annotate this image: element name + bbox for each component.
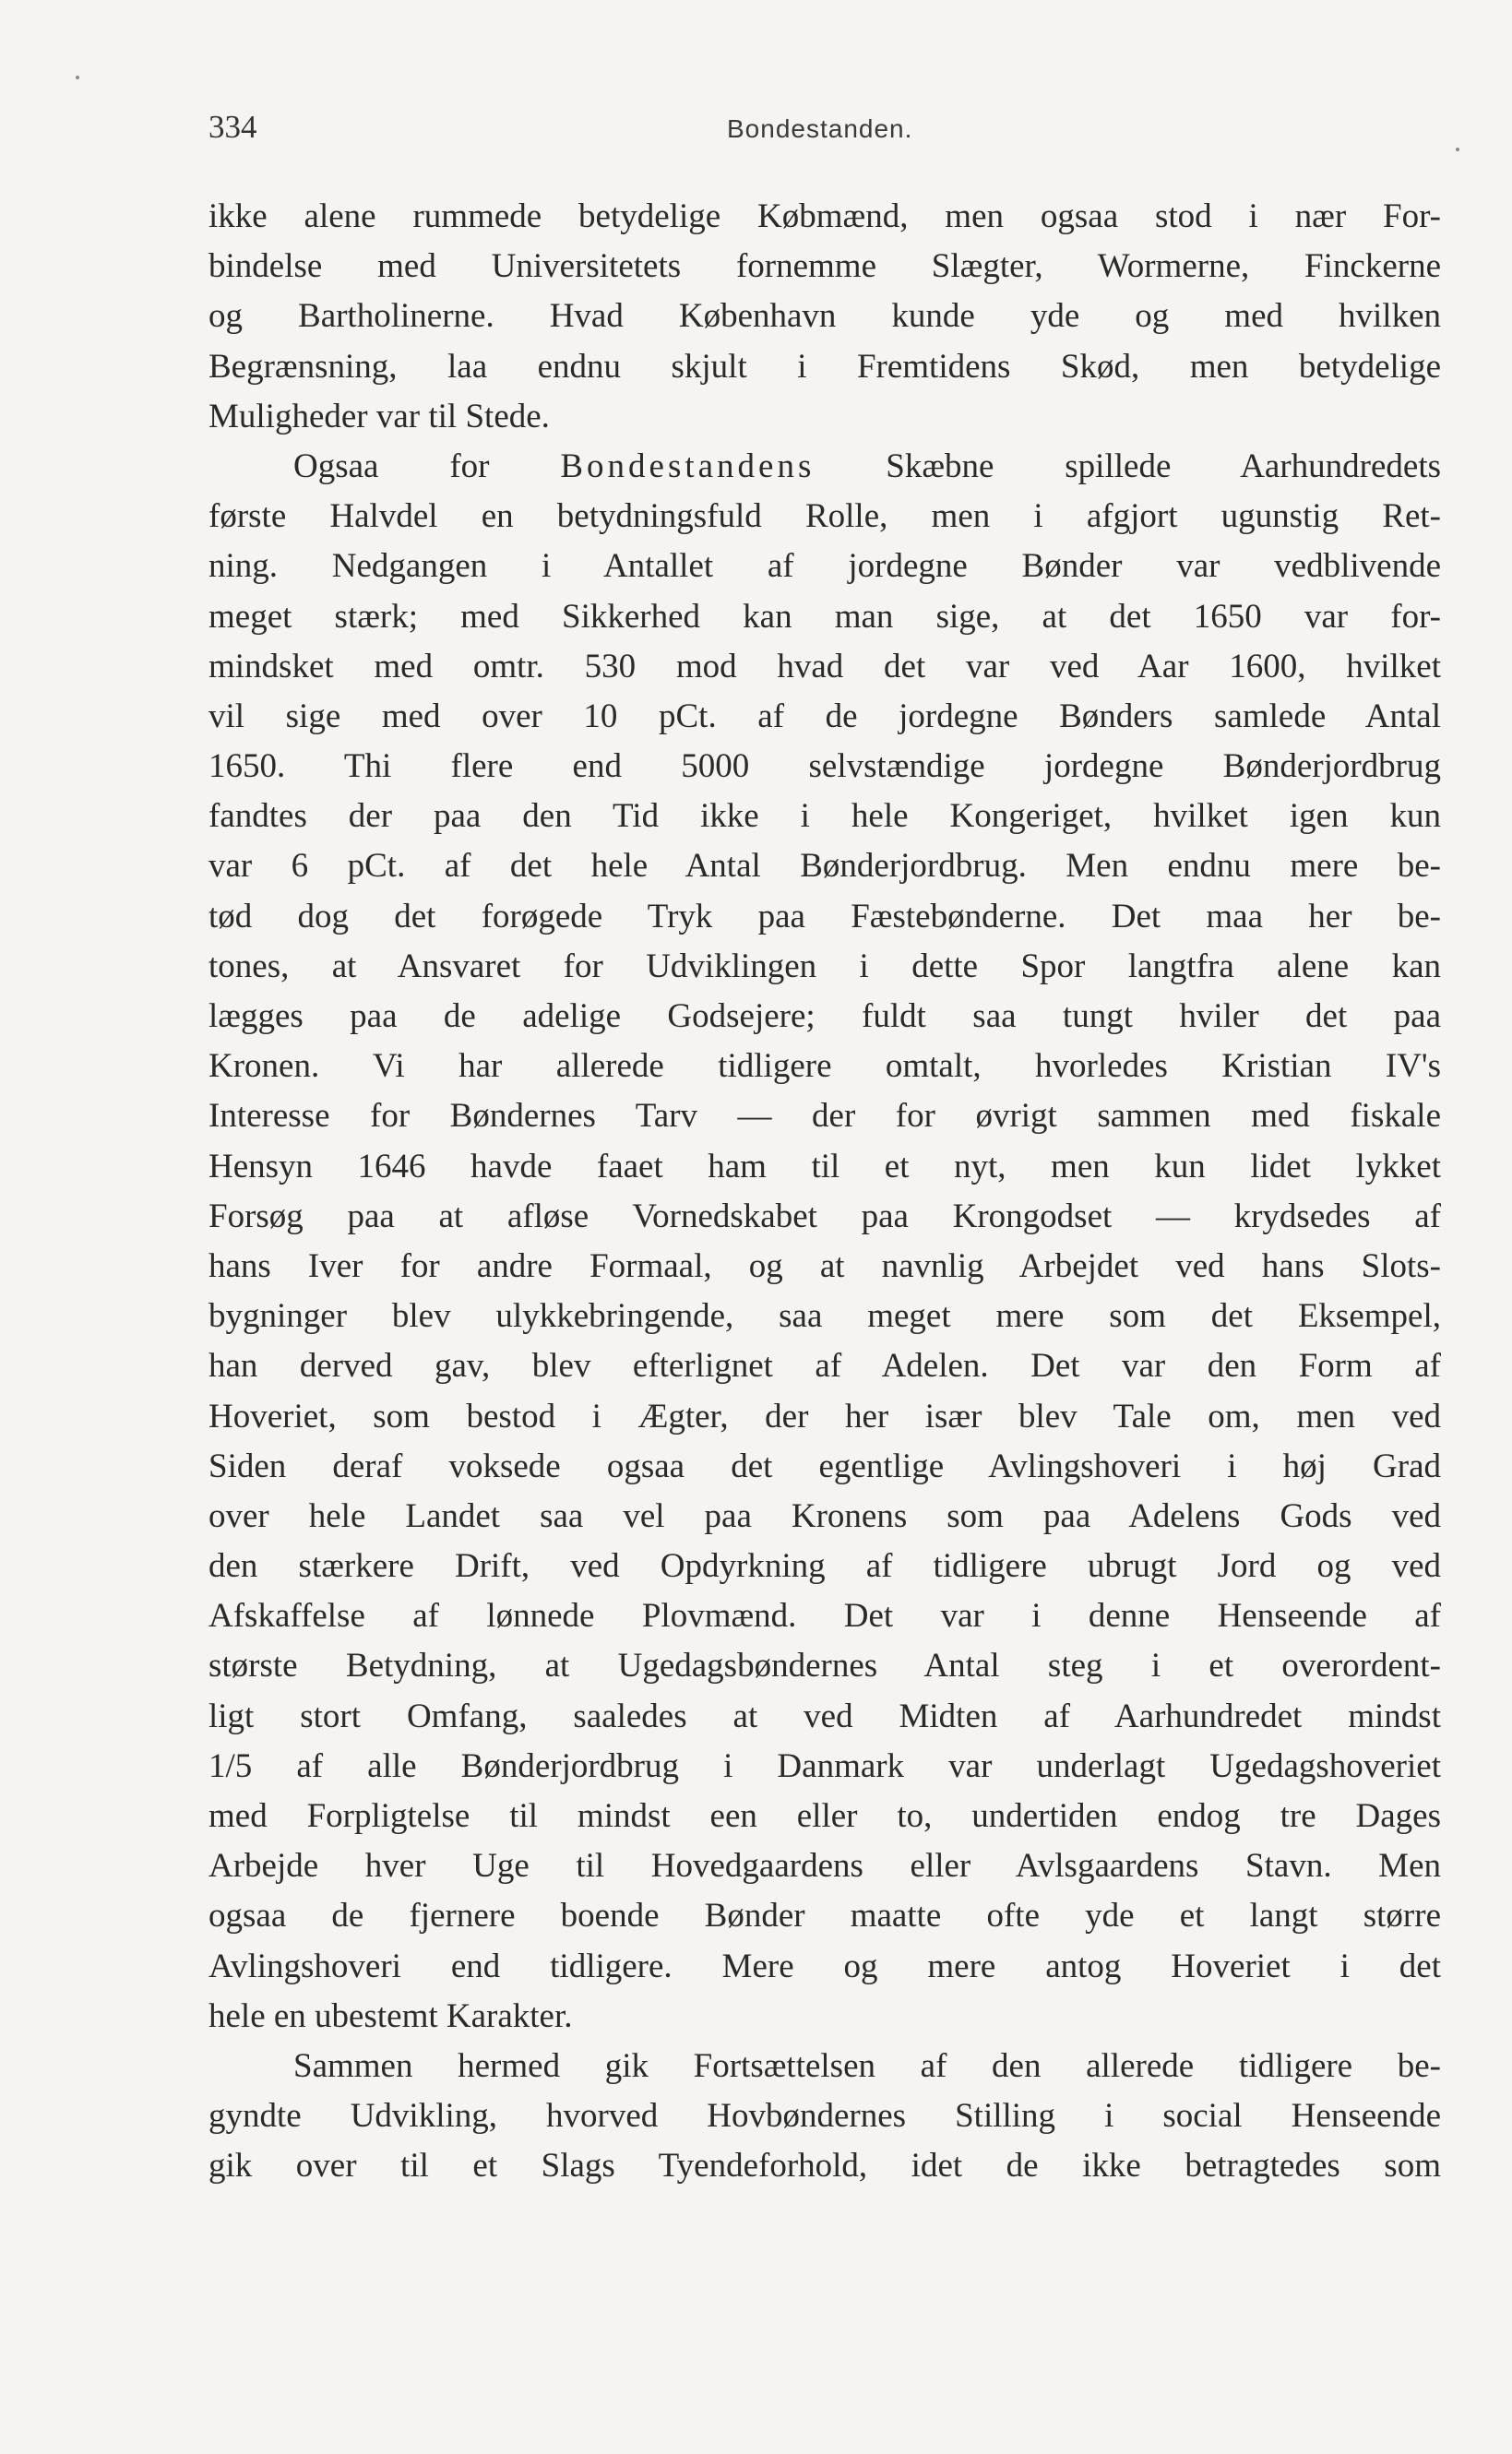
text-line: den stærkere Drift, ved Opdyrkning af tidligere ubrugt Jord og ved	[208, 1547, 1441, 1586]
text-line: Avlingshoveri end tidligere. Mere og mere antog Hoveriet i det	[208, 1947, 1441, 1985]
text-line: gik over til et Slags Tyendeforhold, idet de ikke betragtedes som	[208, 2147, 1441, 2186]
text-line: bygninger blev ulykkebringende, saa meget mere som det Eksempel,	[208, 1297, 1441, 1336]
text-line: første Halvdel en betydningsfuld Rolle, men i afgjort ugunstig Ret-	[208, 497, 1441, 536]
text-line: lægges paa de adelige Godsejere; fuldt saa tungt hviler det paa	[208, 997, 1441, 1035]
body-text	[208, 192, 1441, 2192]
text-line: Arbejde hver Uge til Hovedgaardens eller Avlsgaardens Stavn. Men	[208, 1847, 1441, 1886]
page-header	[208, 109, 1441, 164]
text-line: Forsøg paa at afløse Vornedskabet paa Krongodset — krydsedes af	[208, 1197, 1441, 1235]
text-line: Hoveriet, som bestod i Ægter, der her især blev Tale om, men ved	[208, 1397, 1441, 1435]
page-speck	[76, 76, 79, 79]
text-line: med Forpligtelse til mindst een eller to, undertiden endog tre Dages	[208, 1797, 1441, 1835]
text-line: Kronen. Vi har allerede tidligere omtalt, hvorledes Kristian IV's	[208, 1047, 1441, 1086]
text-line: over hele Landet saa vel paa Kronens som paa Adelens Gods ved	[208, 1496, 1441, 1535]
text-line: Siden deraf voksede ogsaa det egentlige Avlingshoveri i høj Grad	[208, 1447, 1441, 1485]
text-line: hans Iver for andre Formaal, og at navnlig Arbejdet ved hans Slots-	[208, 1246, 1441, 1285]
page-speck	[1456, 148, 1459, 151]
text-line: Afskaffelse af lønnede Plovmænd. Det var i denne Henseende af	[208, 1597, 1441, 1636]
text-line: og Bartholinerne. Hvad København kunde yde og med hvilken	[208, 297, 1441, 336]
text-line: var 6 pCt. af det hele Antal Bønderjordbrug. Men endnu mere be-	[208, 847, 1441, 886]
text-line: Begrænsning, laa endnu skjult i Fremtidens Skød, men betydelige	[208, 347, 1441, 386]
text-line: meget stærk; med Sikkerhed kan man sige, at det 1650 var for-	[208, 597, 1441, 636]
text-line: ogsaa de fjernere boende Bønder maatte ofte yde et langt større	[208, 1897, 1441, 1936]
text-line: ning. Nedgangen i Antallet af jordegne Bønder var vedblivende	[208, 547, 1441, 586]
text-line: tones, at Ansvaret for Udviklingen i dette Spor langtfra alene kan	[208, 947, 1441, 985]
running-title: Bondestanden.	[727, 114, 913, 143]
text-line: tød dog det forøgede Tryk paa Fæstebønderne. Det maa her be-	[208, 897, 1441, 935]
text-line: han derved gav, blev efterlignet af Adelen. Det var den Form af	[208, 1347, 1441, 1386]
text-line: 1/5 af alle Bønderjordbrug i Danmark var underlagt Ugedagshoveriet	[208, 1746, 1441, 1785]
text-line: Sammen hermed gik Fortsættelsen af den allerede tidligere be-	[293, 2046, 1441, 2085]
text-line: gyndte Udvikling, hvorved Hovbøndernes Stilling i social Henseende	[208, 2097, 1441, 2136]
paragraph	[208, 442, 1441, 2042]
text-line: bindelse med Universitetets fornemme Slægter, Wormerne, Finckerne	[208, 247, 1441, 286]
text-line: ligt stort Omfang, saaledes at ved Midten af Aarhundredet mindst	[208, 1697, 1441, 1735]
text-line: Ogsaa for Bondestandens Skæbne spillede Aarhundredets	[293, 447, 1441, 485]
text-line: største Betydning, at Ugedagsbøndernes Antal steg i et overordent-	[208, 1647, 1441, 1686]
paragraph	[208, 2042, 1441, 2192]
text-line: mindsket med omtr. 530 mod hvad det var ved Aar 1600, hvilket	[208, 647, 1441, 685]
page-number: 334	[208, 109, 257, 145]
emphasized-word: Bondestandens	[560, 447, 816, 485]
text-line: 1650. Thi flere end 5000 selvstændige jordegne Bønderjordbrug	[208, 747, 1441, 786]
paragraph	[208, 192, 1441, 442]
text-line: Interesse for Bøndernes Tarv — der for øvrigt sammen med fiskale	[208, 1097, 1441, 1136]
text-line: vil sige med over 10 pCt. af de jordegne Bønders samlede Antal	[208, 697, 1441, 735]
text-line: Hensyn 1646 havde faaet ham til et nyt, men kun lidet lykket	[208, 1147, 1441, 1185]
text-line: hele en ubestemt Karakter.	[208, 1996, 573, 2035]
text-line: ikke alene rummede betydelige Købmænd, men ogsaa stod i nær For-	[208, 197, 1441, 235]
text-line: fandtes der paa den Tid ikke i hele Kongeriget, hvilket igen kun	[208, 797, 1441, 836]
text-line: Muligheder var til Stede.	[208, 397, 550, 435]
